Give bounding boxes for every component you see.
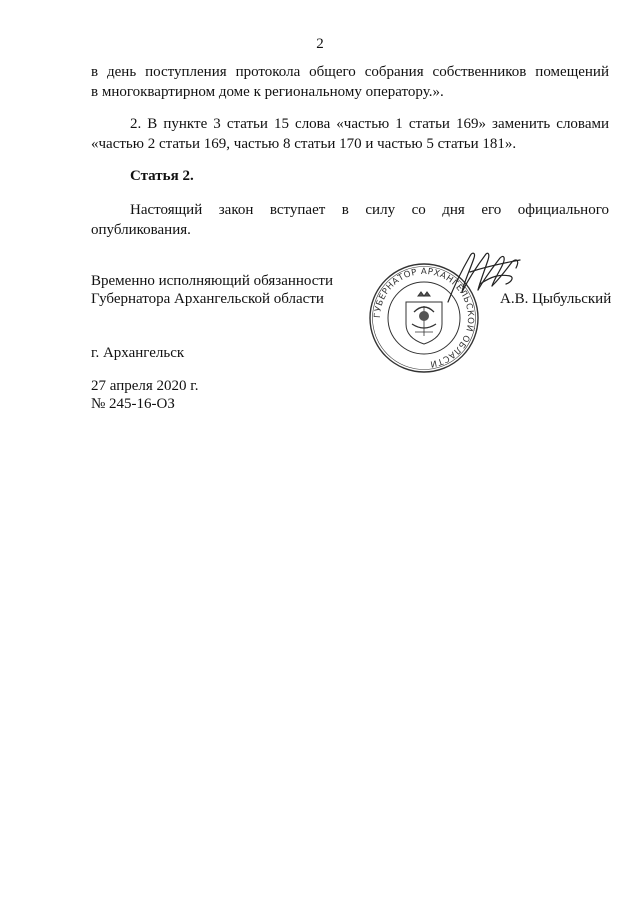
seal-ring-text: ГУБЕРНАТОР АРХАНГЕЛЬСКОЙ ОБЛАСТИ (372, 266, 476, 369)
signer-position-line-2: Губернатора Архангельской области (91, 291, 324, 307)
page-number: 2 (316, 36, 324, 52)
paragraph-1-line-2: в многоквартирном доме к региональному оператору.». (91, 84, 444, 100)
paragraph-3-line-1: Настоящий закон вступает в силу со дня его официального (130, 202, 609, 218)
paragraph-2-line-1: 2. В пункте 3 статьи 15 слова «частью 1 статьи 169» заменить словами (130, 116, 609, 132)
document-number: № 245-16-ОЗ (91, 396, 175, 412)
paragraph-3-line-2: опубликования. (91, 222, 191, 238)
paragraph-1-line-1: в день поступления протокола общего собрания собственников помещений (91, 64, 609, 80)
document-date: 27 апреля 2020 г. (91, 378, 199, 394)
coat-of-arms-icon (406, 292, 442, 344)
place-of-signing: г. Архангельск (91, 345, 185, 361)
signer-name: А.В. Цыбульский (500, 291, 612, 307)
signer-position-line-1: Временно исполняющий обязанности (91, 273, 334, 289)
paragraph-2-line-2: «частью 2 статьи 169, частью 8 статьи 170 и частью 5 статьи 181». (91, 136, 517, 152)
article-heading: Статья 2. (130, 168, 194, 184)
